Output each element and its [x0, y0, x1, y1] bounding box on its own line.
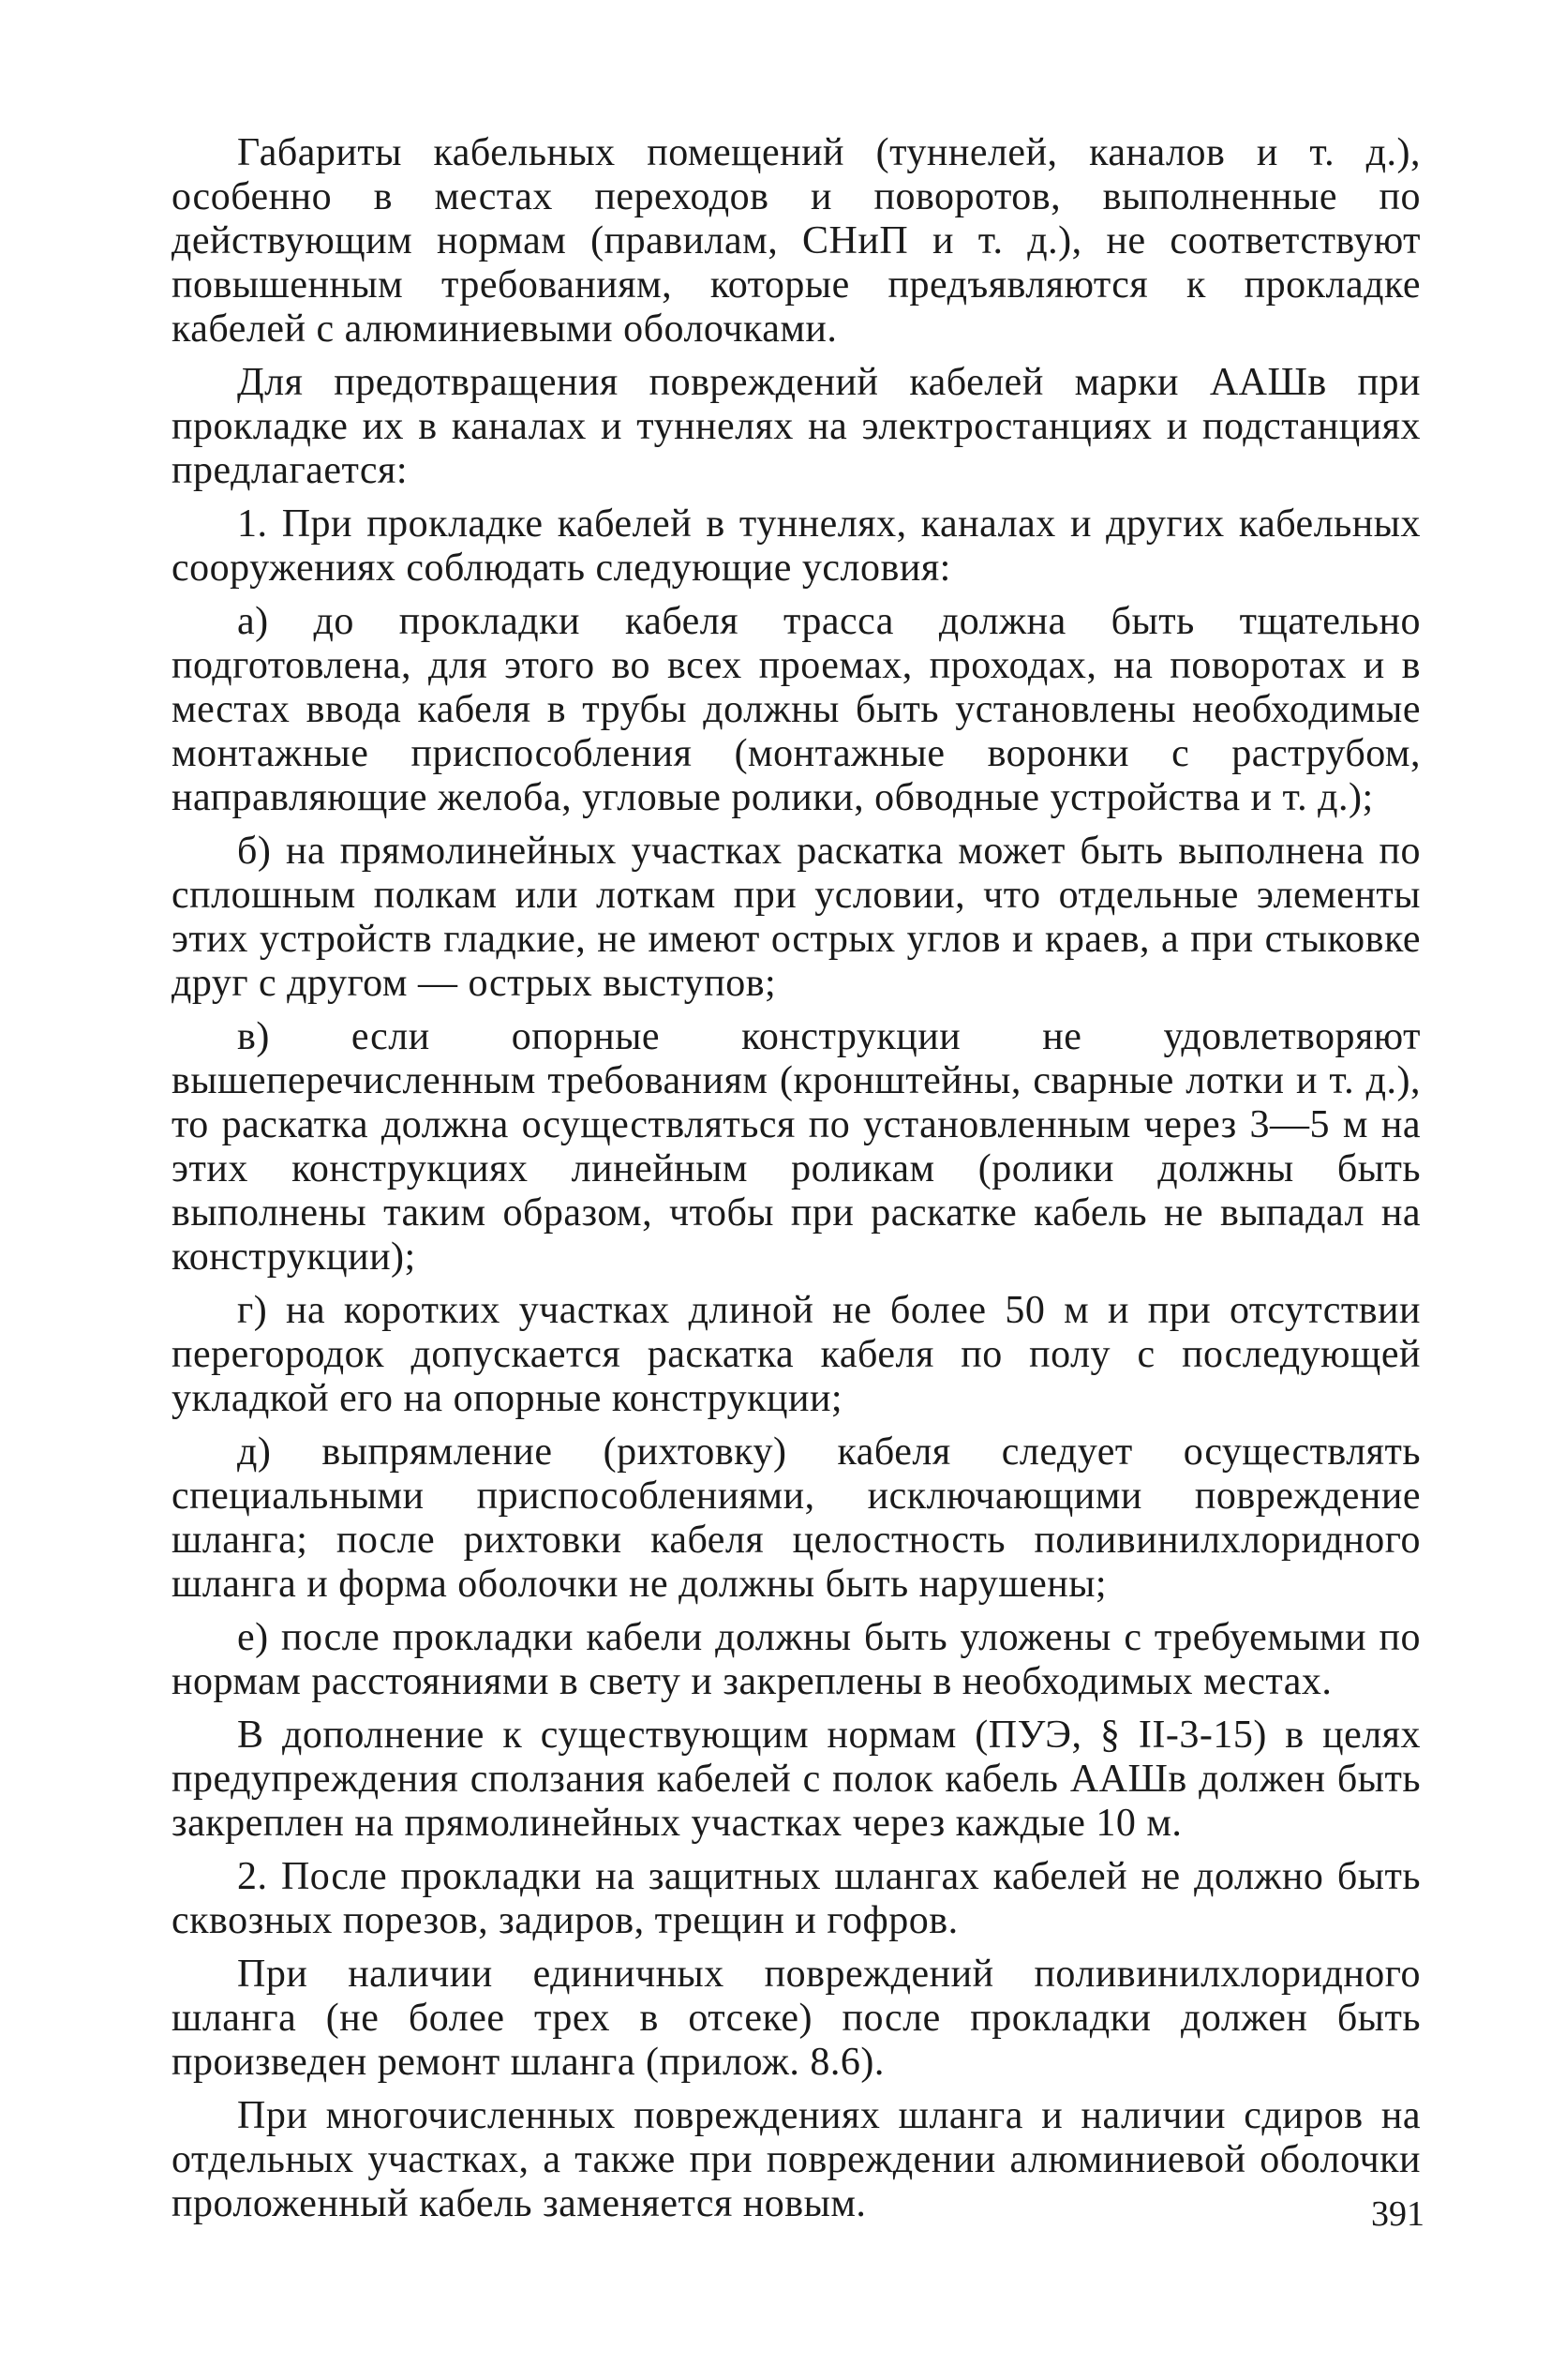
paragraph-multiple-damage-replacement: При многочисленных повреждениях шланга и наличии сдиров на отдельных участках, а также при повреждении алюминиевой оболочки проложенный кабель заменяется новым. — [172, 2094, 1421, 2225]
paragraph-fastening-requirement: В дополнение к существующим нормам (ПУЭ, § II-3-15) в целях предупреждения сползания кабелей с полок кабель ААШв должен быть закреплен на прямолинейных участках через каждые 10 м. — [172, 1714, 1421, 1845]
paragraph-item-2: 2. После прокладки на защитных шлангах кабелей не должно быть сквозных порезов, задиров, трещин и гофров. — [172, 1855, 1421, 1942]
paragraph-cable-room-dimensions: Габариты кабельных помещений (туннелей, каналов и т. д.), особенно в местах переходов и поворотов, выполненные по действующим нормам (правилам, СНиП и т. д.), не соответствуют повышенным требованиям, которые предъявляются к прокладке кабелей с алюминиевыми оболочками. — [172, 131, 1421, 351]
paragraph-subitem-e: е) после прокладки кабели должны быть уложены с требуемыми по нормам расстояниями в свету и закреплены в необходимых местах. — [172, 1616, 1421, 1703]
paragraph-subitem-g: г) на коротких участках длиной не более 50 м и при отсутствии перегородок допускается раскатка кабеля по полу с последующей укладкой его на опорные конструкции; — [172, 1289, 1421, 1420]
paragraph-prevention-intro: Для предотвращения повреждений кабелей марки ААШв при прокладке их в каналах и туннелях на электростанциях и подстанциях предлагается: — [172, 361, 1421, 492]
paragraph-subitem-v: в) если опорные конструкции не удовлетворяют вышеперечисленным требованиям (кронштейны, сварные лотки и т. д.), то раскатка должна осуществляться по установленным через 3—5 м на этих конструкциях линейным роликам (ролики должны быть выполнены таким образом, чтобы при раскатке кабель не выпадал на конструкции); — [172, 1015, 1421, 1279]
paragraph-subitem-d: д) выпрямление (рихтовку) кабеля следует осуществлять специальными приспособлениями, исключающими повреждение шланга; после рихтовки кабеля целостность поливинилхлоридного шланга и форма оболочки не должны быть нарушены; — [172, 1430, 1421, 1606]
text-column — [172, 131, 1421, 2236]
paragraph-item-1: 1. При прокладке кабелей в туннелях, каналах и других кабельных сооружениях соблюдать следующие условия: — [172, 502, 1421, 590]
paragraph-single-damage-repair: При наличии единичных повреждений поливинилхлоридного шланга (не более трех в отсеке) после прокладки должен быть произведен ремонт шланга (прилож. 8.6). — [172, 1953, 1421, 2084]
page-number: 391 — [1371, 2194, 1424, 2234]
paragraph-subitem-a: а) до прокладки кабеля трасса должна быть тщательно подготовлена, для этого во всех проемах, проходах, на поворотах и в местах ввода кабеля в трубы должны быть установлены необходимые монтажные приспособления (монтажные воронки с раструбом, направляющие желоба, угловые ролики, обводные устройства и т. д.); — [172, 600, 1421, 819]
paragraph-subitem-b: б) на прямолинейных участках раскатка может быть выполнена по сплошным полкам или лоткам при условии, что отдельные элементы этих устройств гладкие, не имеют острых углов и краев, а при стыковке друг с другом — острых выступов; — [172, 830, 1421, 1005]
